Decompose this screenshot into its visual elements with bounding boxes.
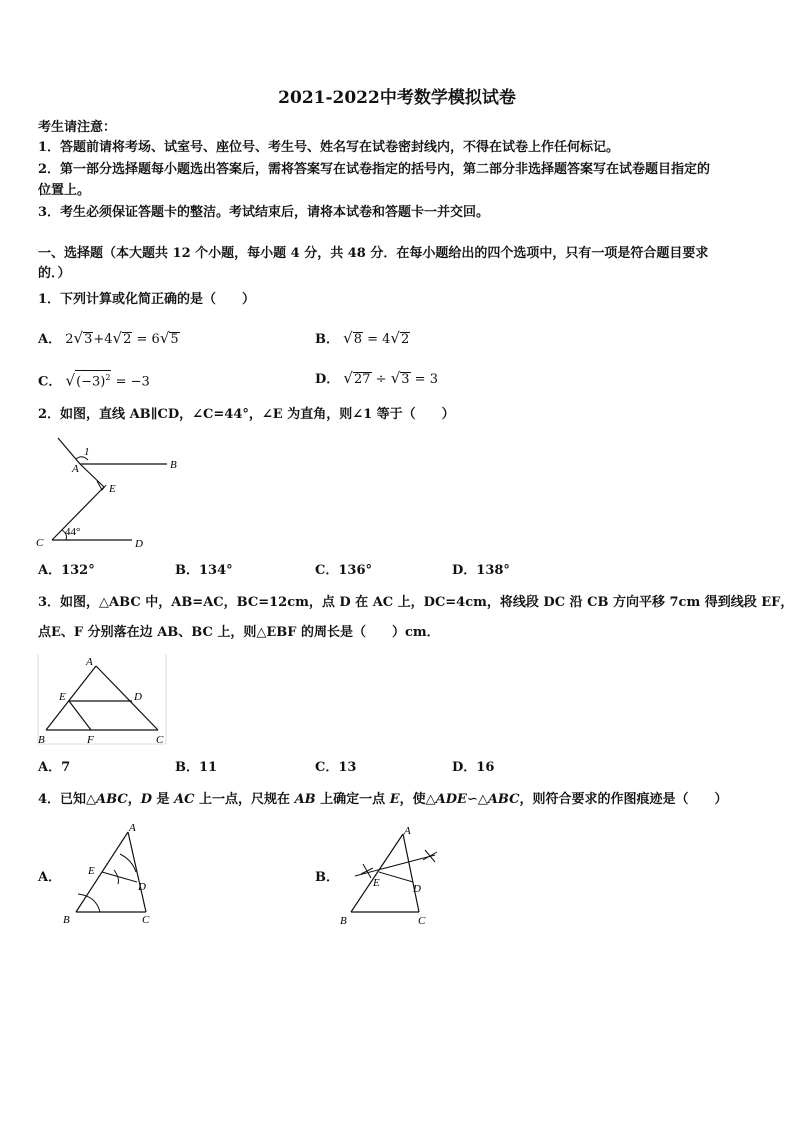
fig-label: C: [156, 734, 164, 746]
stem-text: 是: [152, 792, 175, 807]
stem-math: AB: [294, 792, 316, 807]
option-label: C．: [38, 374, 62, 390]
fig-label: A: [129, 822, 136, 834]
fig-label: C: [36, 537, 44, 549]
stem-text: 4．已知△: [38, 792, 97, 807]
stem-math: E: [389, 792, 400, 807]
notice-item: 3．考生必须保证答题卡的整洁。考试结束后，请将本试卷和答题卡一并交回。: [38, 205, 490, 220]
fig-label: E: [109, 483, 116, 495]
q2-option-d[interactable]: D．138°: [452, 563, 510, 578]
math-term: +4: [93, 332, 113, 347]
q1-option-b[interactable]: B． √8 = 4√2: [315, 329, 410, 347]
math-term: = 6: [132, 332, 160, 347]
stem-text: ，使△: [399, 792, 436, 807]
fig-label: D: [138, 881, 146, 893]
q3-option-d[interactable]: D．16: [452, 760, 495, 775]
q1-stem: 1．下列计算或化简正确的是（ ）: [38, 292, 256, 307]
fig-label: C: [418, 915, 426, 927]
fig-label: B: [63, 914, 70, 926]
section-heading: 一、选择题（本大题共 12 个小题，每小题 4 分，共 48 分．在每小题给出的四个选项中，只有一项是符合题目要求: [38, 246, 709, 261]
notice-heading: 考生请注意：: [38, 120, 117, 135]
math-term: 2: [65, 332, 74, 347]
math-term: (−3): [76, 374, 106, 390]
math-term: 3: [401, 372, 410, 387]
q3-figure: [34, 652, 174, 747]
fig-label: D: [413, 883, 421, 895]
option-label: D．: [315, 372, 340, 387]
fig-label: E: [373, 877, 380, 889]
fig-label: D: [134, 691, 142, 703]
fig-label: B: [170, 459, 177, 471]
fig-label: 1: [84, 446, 90, 458]
stem-text: 上一点，尺规在: [194, 792, 295, 807]
q4-figure-a[interactable]: [58, 820, 168, 930]
stem-text: ，: [127, 792, 141, 807]
notice-item: 1．答题前请将考场、试室号、座位号、考生号、姓名写在试卷密封线内，不得在试卷上作任何标记。: [38, 140, 620, 155]
section-heading-cont: 的．）: [38, 266, 71, 281]
notice-item: 位置上。: [38, 183, 91, 198]
option-label: B．: [315, 332, 339, 347]
option-label: A．: [38, 332, 62, 347]
fig-label: B: [38, 734, 45, 746]
q3-stem-cont: 点E、F 分别落在边 AB、BC 上，则△EBF 的周长是（ ）cm．: [38, 625, 440, 640]
q3-option-b[interactable]: B．11: [175, 760, 218, 775]
page-title: 2021-2022中考数学模拟试卷: [278, 88, 516, 108]
fig-label: A: [72, 463, 79, 475]
stem-math: ADE: [435, 792, 467, 807]
math-term: 2: [123, 332, 132, 347]
fig-label: A: [404, 825, 411, 837]
fig-label: 44°: [65, 526, 81, 538]
math-term: 5: [170, 332, 179, 347]
q3-option-a[interactable]: A．7: [38, 760, 71, 775]
fig-label: F: [87, 734, 94, 746]
q2-option-a[interactable]: A．132°: [38, 563, 95, 578]
math-term: ÷: [371, 372, 391, 387]
q2-option-b[interactable]: B．134°: [175, 563, 233, 578]
stem-text: ∽△: [466, 792, 488, 807]
q2-stem: 2．如图，直线 AB∥CD，∠C=44°，∠E 为直角，则∠1 等于（ ）: [38, 407, 455, 422]
q4-option-a[interactable]: A．: [38, 870, 62, 885]
fig-label: E: [88, 865, 95, 877]
q3-option-c[interactable]: C．13: [315, 760, 357, 775]
math-term: 27: [353, 372, 371, 387]
q1-option-a[interactable]: A． 2√3+4√2 = 6√5: [38, 329, 179, 347]
q3-stem: 3．如图，△ABC 中，AB=AC，BC=12cm，点 D 在 AC 上，DC=4cm，将线段 DC 沿 CB 方向平移 7cm 得到线段 EF，: [38, 595, 794, 610]
q1-option-c[interactable]: C． $√(-3)^2 = -3$: [38, 371, 150, 390]
q4-option-b[interactable]: B．: [315, 870, 339, 885]
math-term: 2: [400, 332, 410, 347]
fig-label: B: [340, 915, 347, 927]
fig-label: C: [142, 914, 150, 926]
q1-option-d[interactable]: D． √27 ÷ √3 = 3: [315, 369, 438, 387]
math-term: 8: [353, 332, 362, 347]
stem-math: ABC: [487, 792, 520, 807]
stem-text: ，则符合要求的作图痕迹是（ ）: [519, 792, 728, 807]
math-term: = 3: [410, 372, 438, 387]
q2-figure: [32, 434, 192, 554]
q4-figure-b[interactable]: [335, 820, 455, 930]
stem-text: 上确定一点: [315, 792, 390, 807]
fig-label: D: [135, 538, 143, 550]
q4-stem: [38, 792, 728, 808]
q2-option-c[interactable]: C．136°: [315, 563, 372, 578]
math-exponent: 2: [105, 373, 111, 382]
stem-math: AC: [174, 792, 195, 807]
math-term: = 4: [362, 332, 391, 347]
stem-math: D: [140, 792, 153, 807]
math-term: = −3: [111, 374, 150, 390]
notice-item: 2．第一部分选择题每小题选出答案后，需将答案写在试卷指定的括号内，第二部分非选择题答案写在试卷题目指定的: [38, 162, 711, 177]
fig-label: A: [86, 656, 93, 668]
math-term: 3: [84, 332, 93, 347]
stem-math: ABC: [96, 792, 128, 807]
fig-label: E: [59, 691, 66, 703]
